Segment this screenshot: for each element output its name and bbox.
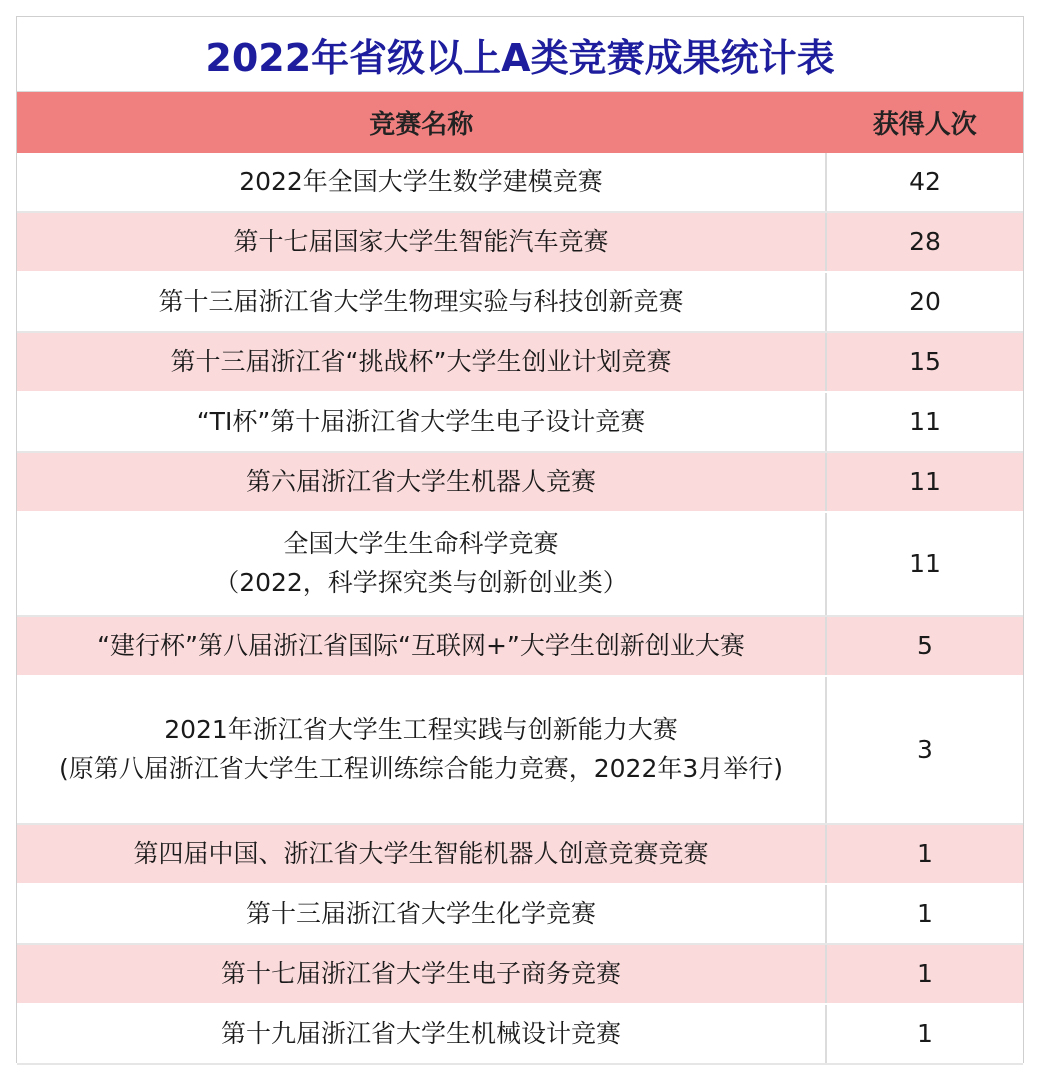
- competition-name-cell: [17, 944, 826, 1004]
- award-count-cell: 15: [826, 332, 1023, 392]
- award-count-cell: 42: [826, 153, 1023, 212]
- table-row: [17, 944, 1023, 1004]
- competition-name-cell: [17, 272, 826, 332]
- competition-name-cell: [17, 332, 826, 392]
- competition-name-cell: [17, 452, 826, 512]
- table-row: [17, 884, 1023, 944]
- competition-name: 第十九届浙江省大学生机械设计竞赛: [220, 1018, 621, 1048]
- award-count-cell: 1: [826, 944, 1023, 1004]
- award-count-cell: 1: [826, 1004, 1023, 1064]
- award-count-cell: 11: [826, 452, 1023, 512]
- competition-name-cell: [17, 1004, 826, 1064]
- page-title: 2022年省级以上A类竞赛成果统计表: [17, 17, 1023, 92]
- competition-name: 全国大学生生命科学竞赛: [283, 529, 559, 559]
- competition-name-note: (原第八届浙江省大学生工程训练综合能力竞赛，2022年3月举行): [58, 754, 784, 783]
- competition-results-table: [17, 92, 1023, 1065]
- competition-name: “建行杯”第八届浙江省国际“互联网+”大学生创新创业大赛: [97, 630, 745, 660]
- competition-name-cell: [17, 676, 826, 824]
- table-row: [17, 332, 1023, 392]
- table-row: [17, 153, 1023, 212]
- award-count-cell: 28: [826, 212, 1023, 272]
- award-count-cell: 5: [826, 616, 1023, 676]
- competition-name: 2021年浙江省大学生工程实践与创新能力大赛: [164, 715, 678, 745]
- competition-name-cell: [17, 616, 826, 676]
- award-count-cell: 20: [826, 272, 1023, 332]
- award-count-cell: 11: [826, 512, 1023, 616]
- competition-name-cell: [17, 392, 826, 452]
- competition-name: 第四届中国、浙江省大学生智能机器人创意竞赛竞赛: [133, 838, 709, 868]
- column-header-count: 获得人次: [826, 92, 1023, 153]
- table-row: [17, 452, 1023, 512]
- table-row: [17, 616, 1023, 676]
- table-row: [17, 1004, 1023, 1064]
- competition-name-cell: [17, 884, 826, 944]
- award-count-cell: 1: [826, 884, 1023, 944]
- competition-name: 第六届浙江省大学生机器人竞赛: [245, 466, 596, 496]
- table-row: [17, 272, 1023, 332]
- competition-name: “TI杯”第十届浙江省大学生电子设计竞赛: [196, 406, 646, 436]
- competition-name: 2022年全国大学生数学建模竞赛: [239, 166, 603, 196]
- table-row: [17, 512, 1023, 616]
- competition-name-cell: [17, 512, 826, 616]
- table-row: [17, 824, 1023, 884]
- table-header-row: [17, 92, 1023, 153]
- column-header-name: 竞赛名称: [17, 92, 826, 153]
- competition-name: 第十三届浙江省“挑战杯”大学生创业计划竞赛: [170, 346, 672, 376]
- table-row: [17, 676, 1023, 824]
- award-count-cell: 11: [826, 392, 1023, 452]
- competition-name-note: （2022，科学探究类与创新创业类）: [214, 568, 628, 597]
- table-row: [17, 392, 1023, 452]
- award-count-cell: 1: [826, 824, 1023, 884]
- statistics-sheet: [16, 16, 1024, 1063]
- competition-name: 第十七届国家大学生智能汽车竞赛: [233, 226, 609, 256]
- competition-name: 第十三届浙江省大学生物理实验与科技创新竞赛: [158, 286, 684, 316]
- award-count-cell: 3: [826, 676, 1023, 824]
- table-row: [17, 212, 1023, 272]
- competition-name: 第十七届浙江省大学生电子商务竞赛: [220, 958, 621, 988]
- competition-name-cell: [17, 153, 826, 212]
- competition-name-cell: [17, 824, 826, 884]
- competition-name: 第十三届浙江省大学生化学竞赛: [245, 898, 596, 928]
- competition-name-cell: [17, 212, 826, 272]
